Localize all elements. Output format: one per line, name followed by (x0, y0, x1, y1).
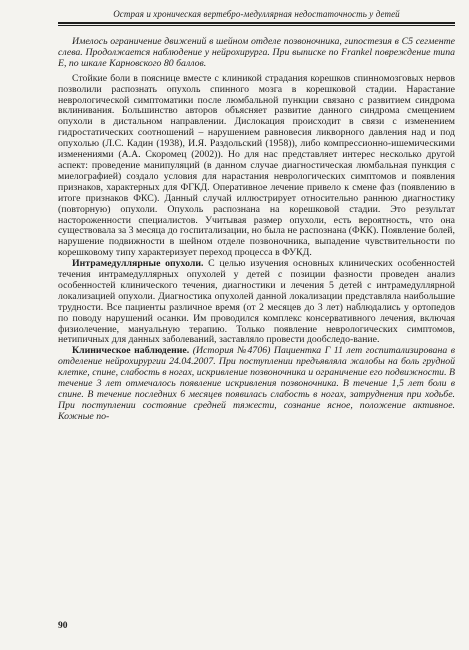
paragraph-clinical-case (58, 346, 455, 422)
heading-intramedullary: Интрамедуллярные опухоли. (72, 258, 204, 270)
header-rule-thick (58, 22, 455, 24)
header-rule-thin (58, 25, 455, 26)
heading-clinical-case: Клиническое наблюдение. (72, 345, 190, 357)
body-text (58, 37, 455, 423)
paragraph-case-outcome: Имелось ограничение движений в шейном отделе позвоночника, гипостезия в C5 сегменте слева. Продолжается наблюдение у нейрохирурга. При выписке по Frankel повреждение типа E, по шкале Карновского 80 баллов. (58, 36, 455, 69)
running-header: Острая и хроническая вертебро-медуллярная недостаточность у детей (113, 9, 400, 19)
paragraph-intramedullary-text: С целью изучения основных клинических особенностей течения интрамедуллярных опухолей у детей с позиции фазности проведен анализ особенностей клинического течения, диагностики и лечения 5 детей с интрамедуллярной локализацией опухоли. Диагностика опухолей данной локализации представляла наибольшие трудности. Все пациенты различное время (от 2 месяцев до 3 лет) наблюдались у ортопедов по поводу нарушений осанки. Им проводился комплекс консервативного лечения, включая физиолечение, мануальную терапию. Только появление неврологических симптомов, нетипичных для данных заболеваний, заставляло провести дообследо-вание. (58, 258, 455, 346)
paragraph-discussion: Стойкие боли в пояснице вместе с клиникой страдания корешков спинномозговых нервов позволили распознать опухоль спинного мозга в корешковой стадии. Нарастание неврологической симптоматики после люмбальной пункции связано с развитием синдрома вклинивания. Большинство авторов объясняет развитие данного синдрома смещением опухоли в дистальном направлении. Дислокация происходит в связи с изменением гидростатических соотношений – нарушением равновесия ликворного давления над и под опухолью (Л.С. Кадин (1938), И.Я. Раздольский (1958)), либо компрессионно-ишемическими изменениями (А.А. Скоромец (2002)). Но для нас представляет интерес несколько другой аспект: проведение манипуляций (в данном случае диагностическая люмбальная пункция с миелографией) создало условия для нарастания неврологических симптомов и появления признаков, характерных для ФГКД. Оперативное лечение привело к смене фаз (появлению в итоге признаков ФКС). Данный случай иллюстрирует относительно раннюю диагностику (повторную) опухоли. Опухоль распознана на корешковой стадии. Это результат настороженности специалистов. Учитывая размер опухоли, есть вероятность, что она существовала за 3 месяца до госпитализации, но была не распознана (ФКК). Появление болей, нарушение подвижности в шейном отделе позвоночника, выпадение чувствительности по корешковому типу характеризует переход процесса в ФУКД. (58, 72, 455, 259)
page-number: 90 (58, 621, 68, 631)
paragraph-clinical-case-text: (История №4706) Пациентка Г 11 лет госпитализирована в отделение нейрохирургии 24.04.2007. При поступлении предъявляла жалобы на боль грудной клетке, спине, слабость в ногах, искривление позвоночника и ограничение его подвижности. В течение 3 лет отмечалось появление искривления позвоночника. В течение 1,5 лет боли в спине. В течение последних 6 месяцев появилась слабость в ногах, затруднения при ходьбе. При поступлении состояние средней тяжести, сознание ясное, положение активное. Кожные по- (58, 345, 455, 422)
paragraph-intramedullary (58, 259, 455, 346)
